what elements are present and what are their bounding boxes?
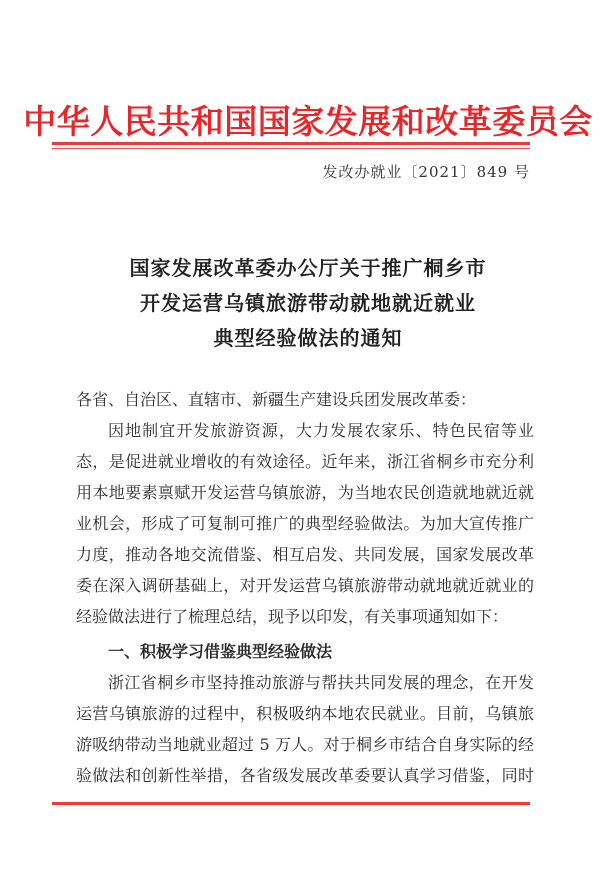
issuing-organization-header: 中华人民共和国国家发展和改革委员会 — [23, 102, 593, 141]
paragraph-line: 力度，推动各地交流借鉴、相互启发、共同发展，国家发展改革 — [76, 545, 534, 564]
paragraph-line: 游吸纳带动当地就业超过 5 万人。对于桐乡市结合自身实际的经 — [76, 735, 534, 754]
addressee: 各省、自治区、直辖市、新疆生产建设兵团发展改革委： — [76, 390, 477, 409]
red-header-rule-thick — [52, 142, 530, 145]
section-heading: 一、积极学习借鉴典型经验做法 — [108, 642, 333, 661]
paragraph-line: 委在深入调研基础上，对开发运营乌镇旅游带动就地就近就业的 — [76, 576, 534, 595]
paragraph-line: 经验做法进行了梳理总结，现予以印发，有关事项通知如下： — [76, 607, 509, 626]
paragraph-line: 因地制宜开发旅游资源，大力发展农家乐、特色民宿等业 — [108, 421, 534, 440]
paragraph-line: 验做法和创新性举措，各省级发展改革委要认真学习借鉴，同时 — [76, 766, 534, 785]
document-number: 发改办就业〔2021〕849 号 — [322, 163, 530, 181]
paragraph-line: 态，是促进就业增收的有效途径。近年来，浙江省桐乡市充分利 — [76, 452, 534, 471]
title-line-1: 国家发展改革委办公厅关于推广桐乡市 — [129, 256, 487, 280]
title-line-2: 开发运营乌镇旅游带动就地就近就业 — [140, 291, 476, 315]
title-line-3: 典型经验做法的通知 — [213, 326, 403, 350]
paragraph-line: 浙江省桐乡市坚持推动旅游与帮扶共同发展的理念，在开发 — [108, 673, 534, 692]
paragraph-line: 运营乌镇旅游的过程中，积极吸纳本地农民就业。目前，乌镇旅 — [76, 704, 534, 723]
paragraph-line: 业机会，形成了可复制可推广的典型经验做法。为加大宣传推广 — [76, 514, 534, 533]
paragraph-line: 用本地要素禀赋开发运营乌镇旅游，为当地农民创造就地就近就 — [76, 483, 534, 502]
red-header-rule-thin — [52, 148, 530, 149]
red-footer-rule — [52, 802, 530, 805]
